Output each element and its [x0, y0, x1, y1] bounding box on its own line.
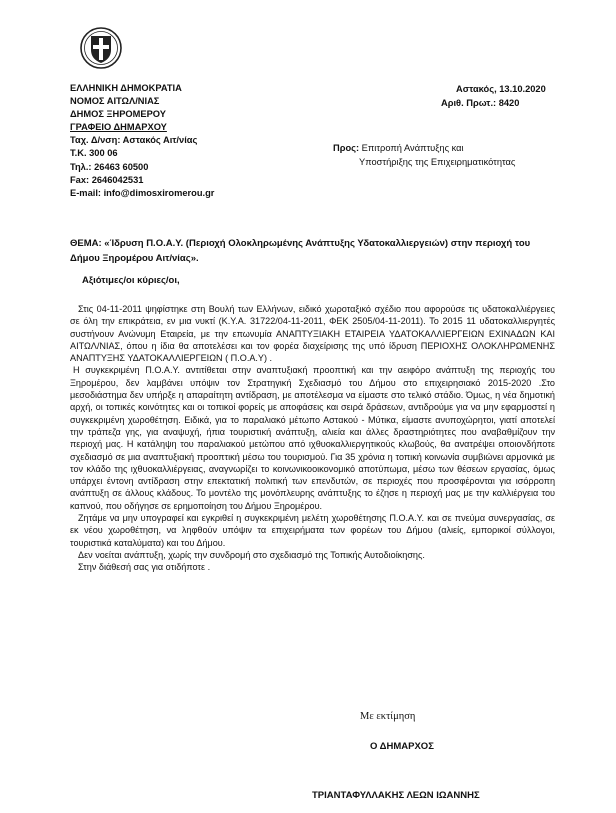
- recipient-line-2: Υποστήριξης της Επιχειρηματικότητας: [359, 157, 516, 167]
- recipient-label: Προς:: [333, 143, 360, 153]
- greek-emblem-icon: [80, 27, 122, 69]
- office-name: ΓΡΑΦΕΙΟ ΔΗΜΑΡΧΟΥ: [70, 122, 167, 133]
- address-line: Ταχ. Δ/νση: Αστακός Αιτ/νίας: [70, 135, 198, 146]
- place-date: Αστακός, 13.10.2020: [456, 84, 546, 94]
- recipient-line-1: Επιτροπή Ανάπτυξης και: [361, 143, 464, 153]
- phone-line: Τηλ.: 26463 60500: [70, 161, 149, 172]
- closing-regards: Με εκτίμηση: [360, 711, 416, 722]
- country-name: ΕΛΛΗΝΙΚΗ ΔΗΜΟΚΡΑΤΙΑ: [70, 83, 182, 93]
- body-paragraph: Ζητάμε να μην υπογραφεί και εγκριθεί η συγκεκριμένη μελέτη χωροθέτησης Π.Ο.Α.Υ. και σε πνεύμα συνεργασίας, σε εκ νέου χωροθέτηση, να ληφθούν υπόψιν τα επιχειρήματα των φορέων του Δήμου (αλιείς, εμπορικοί σύλλογοι, τουριστικά καταλύματα) και του Δήμου.: [70, 513, 555, 548]
- greeting: Αξιότιμες/οι κύριες/οι,: [82, 275, 180, 286]
- subject-line: ΘΕΜΑ: «Ίδρυση Π.Ο.Α.Υ. (Περιοχή Ολοκληρωμένης Ανάπτυξης Υδατοκαλλιεργειών) στην περιοχή του Δήμου Ξηρομέρου Αιτ/νίας».: [70, 238, 531, 265]
- email-line: E-mail: info@dimosxiromerou.gr: [70, 187, 215, 198]
- postcode-line: Τ.Κ. 300 06: [70, 148, 118, 159]
- signatory-name: ΤΡΙΑΝΤΑΦΥΛΛΑΚΗΣ ΛΕΩΝ ΙΩΑΝΝΗΣ: [312, 790, 480, 801]
- body-paragraph: Στις 04-11-2011 ψηφίστηκε στη Βουλή των Ελλήνων, ειδικό χωροταξικό σχέδιο που αφορούσε τις υδατοκαλλιέργειες σε όλη την επικράτεια, εν μια νυκτί (Κ.Υ.Α. 31722/04-11-2011, ΦΕΚ 2505/04-11-2011). Το 2015 11 υδατοκαλλιεργητές συστήνουν Ανώνυμη Εταιρεία, με την επωνυμία ΑΝΑΠΤΥΞΙΑΚΗ ΕΤΑΙΡΕΙΑ ΥΔΑΤΟΚΑΛΛΙΕΡΓΕΙΩΝ ΕΧΙΝΑΔΩΝ ΚΑΙ ΑΙΤΩΛ/ΝΙΑΣ, όπου η ίδια θα αποτελέσει και τον φορέα διαχείρισης της υπό ίδρυση ΠΕΡΙΟΧΗΣ ΟΛΟΚΛΗΡΩΜΕΝΗΣ ΑΝΑΠΤΥΞΗΣ ΥΔΑΤΟΚΑΛΛΙΕΡΓΕΙΩΝ ( Π.Ο.Α.Υ) .: [70, 304, 555, 364]
- prefecture-name: ΝΟΜΟΣ ΑΙΤΩΛ/ΝΙΑΣ: [70, 96, 160, 107]
- letter-body: [70, 303, 555, 574]
- recipient-block: [333, 141, 515, 169]
- sender-block: [70, 82, 214, 200]
- municipality-name: ΔΗΜΟΣ ΞΗΡΟΜΕΡΟΥ: [70, 109, 166, 120]
- body-paragraph: Στην διάθεσή σας για οτιδήποτε .: [78, 562, 211, 573]
- body-paragraph: Η συγκεκριμένη Π.Ο.Α.Υ. αντιτίθεται στην αναπτυξιακή προοπτική και την αειφόρο ανάπτυξη της περιοχής του Ξηρομέρου, δεν λαμβάνει υπόψιν τον Στρατηγική Σχεδιασμό του Δήμου στο επιχειρησιακό 2015-2020 .Στο μεσοδιάστημα δεν υπήρξε η απαραίτητη αντίδραση, με αποτέλεσμα να είμαστε στο τελικό στάδιο. Όμως, η νέα δημοτική αρχή, οι τοπικές κοινότητες και οι τοπικοί φορείς με αποφάσεις και σειρά δράσεων, αντιδρούμε για να μην εφαρμοστεί η συγκεκριμένη χωροθέτηση. Ειδικά, για το παραλιακό μέτωπο Αστακού - Μύτικα, είμαστε ανυποχώρητοι, γιατί αποτελεί την τράπεζα γης, για αναψυχή, ήπια τουριστική ανάπτυξη, αλιεία και άλλες δραστηριότητες που αναβαθμίζουν την περιοχή μας. Η κατάληψη του παραλιακού μετώπου από ιχθυοκαλλιεργητικούς κλωβούς, θα ανατρέψει οποιονδήποτε σχεδιασμό σε μια αναπτυξιακή προοπτική μέσω του τουρισμού. Για 35 χρόνια η τοπική κοινωνία συμβιώνει αρμονικά με τον κλάδο της ιχθυοκαλλιέργειας, αναγνωρίζει το κοινωνικοοικονομικό αποτύπωμα, μέσω των θέσεων εργασίας, όμως υπάρχει έντονη αντίδραση στην επεκτατική πολιτική των επενδυτών, σε περιοχές που προσφέρονται για ισόρροπη ανάπτυξη σε άλλους κλάδους. Το μοντέλο της μονόπλευρης ανάπτυξης το έζησε η περιοχή μας με την καλλιέργεια του καπνού, που οδήγησε σε ερημοποίηση του Δήμου Ξηρομέρου.: [70, 365, 555, 511]
- protocol-number: Αριθ. Πρωτ.: 8420: [441, 98, 520, 108]
- fax-line: Fax: 2646042531: [70, 174, 144, 185]
- body-paragraph: Δεν νοείται ανάπτυξη, χωρίς την συνδρομή στο σχεδιασμό της Τοπικής Αυτοδιοίκησης.: [78, 549, 425, 560]
- signatory-role: Ο ΔΗΜΑΡΧΟΣ: [370, 741, 434, 752]
- date-block: [441, 82, 546, 110]
